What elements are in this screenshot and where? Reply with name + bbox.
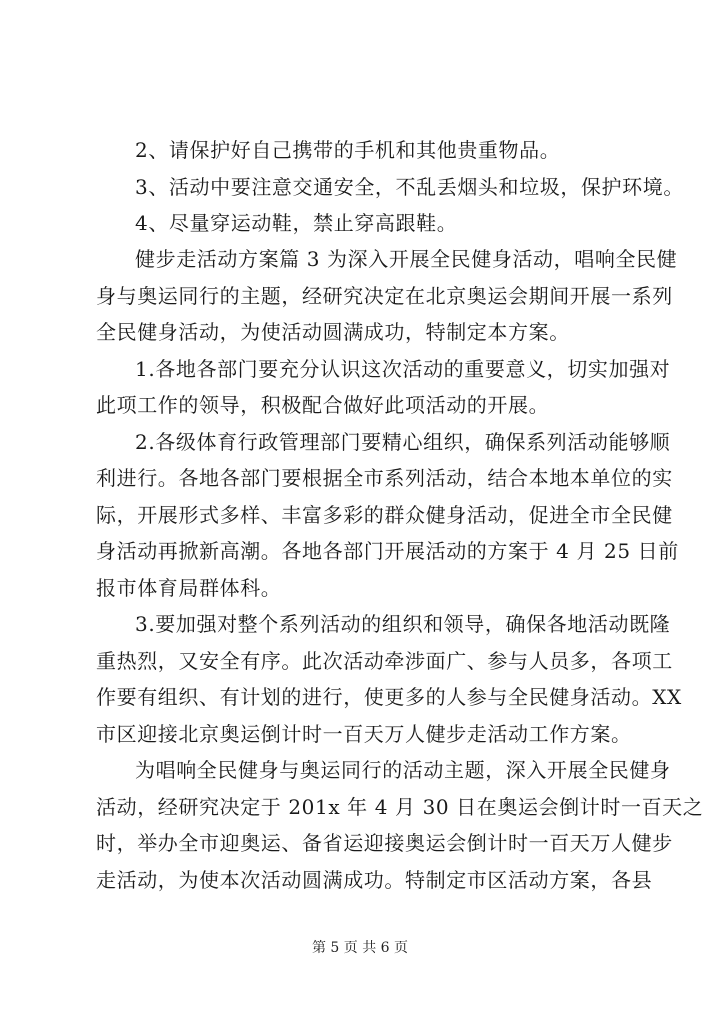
text-line xyxy=(0,428,720,456)
text-line xyxy=(0,355,720,383)
text-line xyxy=(0,647,720,675)
text-line-content: 时，举办全市迎奥运、备省运迎接奥运会倒计时一百天万人健步 xyxy=(96,831,673,855)
text-line xyxy=(0,173,720,201)
text-line xyxy=(0,793,720,821)
text-line-content: 利进行。各地各部门要根据全市系列活动，结合本地本单位的实 xyxy=(96,466,673,490)
text-line xyxy=(0,829,720,857)
text-line xyxy=(0,610,720,638)
text-line xyxy=(0,683,720,711)
text-line xyxy=(0,501,720,529)
text-line-content: 作要有组织、有计划的进行，使更多的人参与全民健身活动。XX xyxy=(96,685,682,709)
text-line-content: 重热烈，又安全有序。此次活动牵涉面广、参与人员多，各项工 xyxy=(96,649,673,673)
text-line xyxy=(0,245,720,273)
text-line-content: 此项工作的领导，积极配合做好此项活动的开展。 xyxy=(96,393,550,417)
text-line xyxy=(0,537,720,565)
text-line-content: 走活动，为使本次活动圆满成功。特制定市区活动方案，各县 xyxy=(96,868,653,892)
text-line-content: 际，开展形式多样、丰富多彩的群众健身活动，促进全市全民健 xyxy=(96,503,673,527)
text-line xyxy=(0,318,720,346)
text-line-content: 身活动再掀新高潮。各地各部门开展活动的方案于 4 月 25 日前 xyxy=(96,539,679,563)
text-line xyxy=(0,720,720,748)
text-line xyxy=(0,464,720,492)
text-line xyxy=(0,574,720,602)
text-line xyxy=(0,391,720,419)
text-line-content: 报市体育局群体科。 xyxy=(96,576,282,600)
text-line xyxy=(0,136,720,164)
text-line-content: 全民健身活动，为使活动圆满成功，特制定本方案。 xyxy=(96,320,570,344)
text-line-content: 1.各地各部门要充分认识这次活动的重要意义，切实加强对 xyxy=(135,357,671,381)
text-line xyxy=(0,756,720,784)
text-line-content: 2、请保护好自己携带的手机和其他贵重物品。 xyxy=(135,138,561,162)
text-line-content: 活动，经研究决定于 201x 年 4 月 30 日在奥运会倒计时一百天之 xyxy=(96,795,704,819)
text-line-content: 3.要加强对整个系列活动的组织和领导，确保各地活动既隆 xyxy=(135,612,671,636)
text-line-content: 2.各级体育行政管理部门要精心组织，确保系列活动能够顺 xyxy=(135,430,671,454)
text-line xyxy=(0,209,720,237)
text-line-content: 4、尽量穿运动鞋，禁止穿高跟鞋。 xyxy=(135,211,458,235)
text-line xyxy=(0,282,720,310)
text-line-content: 健步走活动方案篇 3 为深入开展全民健身活动，唱响全民健 xyxy=(135,247,678,271)
text-line xyxy=(0,866,720,894)
text-line-content: 市区迎接北京奥运倒计时一百天万人健步走活动工作方案。 xyxy=(96,722,632,746)
page-footer: 第 5 页 共 6 页 xyxy=(311,940,409,956)
text-line-content: 为唱响全民健身与奥运同行的活动主题，深入开展全民健身 xyxy=(135,758,671,782)
text-line-content: 身与奥运同行的主题，经研究决定在北京奥运会期间开展一系列 xyxy=(96,284,673,308)
text-line-content: 3、活动中要注意交通安全，不乱丢烟头和垃圾，保护环境。 xyxy=(135,175,684,199)
